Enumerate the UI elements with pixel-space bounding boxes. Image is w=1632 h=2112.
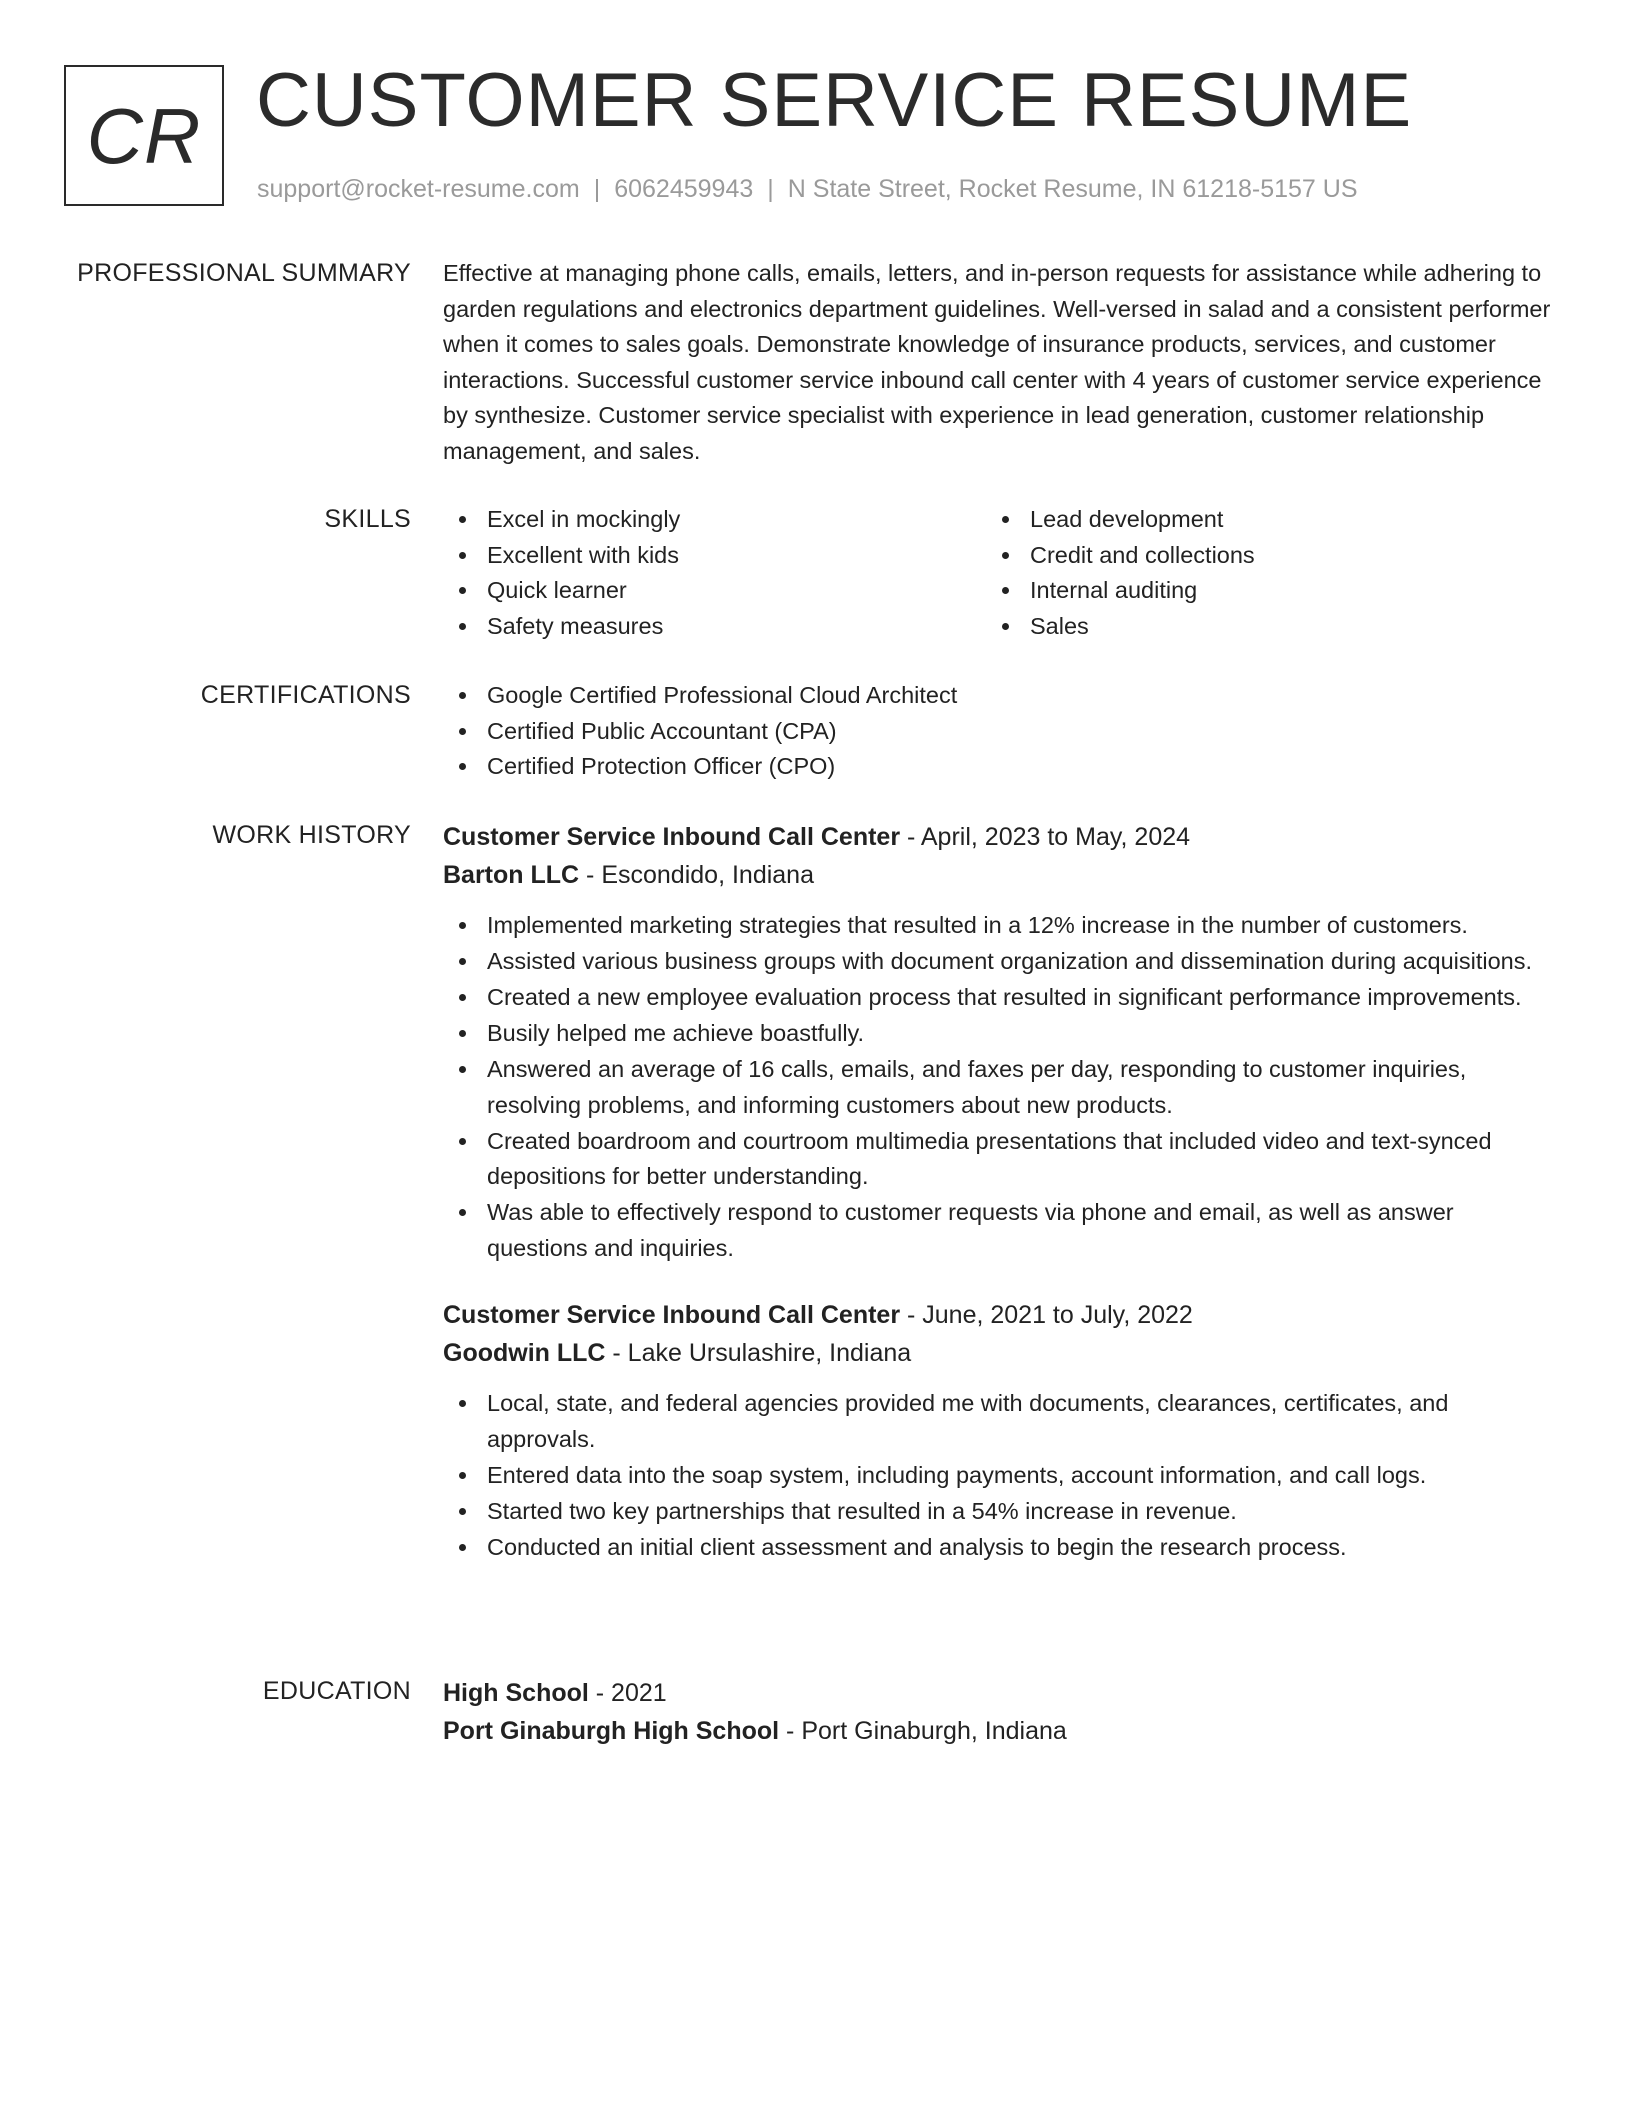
skills-columns bbox=[443, 502, 1553, 644]
certifications-list bbox=[443, 678, 1553, 785]
contact-address: N State Street, Rocket Resume, IN 61218-5157 US bbox=[787, 175, 1358, 203]
job-bullets bbox=[443, 1386, 1553, 1565]
section-label-certifications: CERTIFICATIONS bbox=[200, 681, 411, 709]
certification-item: Google Certified Professional Cloud Architect bbox=[443, 678, 1553, 714]
job-bullet: Created boardroom and courtroom multimedia presentations that included video and text-synced depositions for better understanding. bbox=[443, 1124, 1553, 1195]
job-location: - Escondido, Indiana bbox=[579, 861, 814, 889]
skill-item: Internal auditing bbox=[986, 573, 1529, 609]
job-bullet: Implemented marketing strategies that resulted in a 12% increase in the number of customers. bbox=[443, 908, 1553, 944]
skill-item: Credit and collections bbox=[986, 538, 1529, 574]
job-location: - Lake Ursulashire, Indiana bbox=[605, 1339, 912, 1367]
job-bullet: Created a new employee evaluation process that resulted in significant performance improvements. bbox=[443, 980, 1553, 1016]
contact-email[interactable]: support@rocket-resume.com bbox=[257, 175, 580, 203]
skill-item: Excel in mockingly bbox=[443, 502, 986, 538]
summary-body bbox=[443, 256, 1553, 469]
section-label-summary: PROFESSIONAL SUMMARY bbox=[77, 259, 411, 287]
job-entry bbox=[443, 1296, 1553, 1565]
certification-item: Certified Protection Officer (CPO) bbox=[443, 749, 1553, 785]
job-company: Barton LLC bbox=[443, 861, 580, 889]
contact-line bbox=[257, 173, 1358, 205]
job-bullet: Was able to effectively respond to customer requests via phone and email, as well as answer questions and inquiries. bbox=[443, 1195, 1553, 1266]
summary-text: Effective at managing phone calls, emails, letters, and in-person requests for assistance while adhering to garden regulations and electronics department guidelines. Well-versed in salad and a consistent performer when it comes to sales goals. Demonstrate knowledge of insurance products, services, and customer interactions. Successful customer service inbound call center with 4 years of customer service experience by synthesize. Customer service specialist with experience in lead generation, customer relationship management, and sales. bbox=[443, 260, 1551, 464]
education-location: - Port Ginaburgh, Indiana bbox=[779, 1717, 1067, 1745]
certifications-body bbox=[443, 678, 1553, 785]
job-bullet: Answered an average of 16 calls, emails, and faxes per day, responding to customer inquiries, resolving problems, and informing customers about new products. bbox=[443, 1052, 1553, 1123]
work-history-body bbox=[443, 818, 1553, 1566]
job-company-line bbox=[443, 1334, 1553, 1372]
job-bullet: Local, state, and federal agencies provided me with documents, clearances, certificates, and approvals. bbox=[443, 1386, 1553, 1457]
contact-separator: | bbox=[767, 175, 774, 203]
education-school: Port Ginaburgh High School bbox=[443, 1717, 780, 1745]
job-company-line bbox=[443, 856, 1553, 894]
job-title: Customer Service Inbound Call Center bbox=[443, 823, 901, 851]
job-bullet: Entered data into the soap system, including payments, account information, and call logs. bbox=[443, 1458, 1553, 1494]
skill-item: Excellent with kids bbox=[443, 538, 986, 574]
education-school-line bbox=[443, 1712, 1553, 1750]
section-label-skills: SKILLS bbox=[324, 505, 411, 533]
job-entry bbox=[443, 818, 1553, 1266]
education-body bbox=[443, 1674, 1553, 1750]
certification-item: Certified Public Accountant (CPA) bbox=[443, 714, 1553, 750]
skill-item: Sales bbox=[986, 609, 1529, 645]
monogram-initials: CR bbox=[86, 91, 202, 180]
education-year: - 2021 bbox=[588, 1679, 667, 1707]
skill-item: Quick learner bbox=[443, 573, 986, 609]
job-bullet: Conducted an initial client assessment and analysis to begin the research process. bbox=[443, 1530, 1553, 1566]
skill-item: Lead development bbox=[986, 502, 1529, 538]
job-title-line bbox=[443, 818, 1553, 856]
education-degree-line bbox=[443, 1674, 1553, 1712]
education-degree: High School bbox=[443, 1679, 589, 1707]
job-title-line bbox=[443, 1296, 1553, 1334]
section-label-education: EDUCATION bbox=[262, 1677, 411, 1705]
contact-separator: | bbox=[593, 175, 601, 203]
job-dates: - April, 2023 to May, 2024 bbox=[900, 823, 1191, 851]
skills-list-left bbox=[443, 502, 986, 644]
resume-title: CUSTOMER SERVICE RESUME bbox=[256, 58, 1413, 143]
skills-body bbox=[443, 502, 1553, 644]
skills-list-right bbox=[986, 502, 1529, 644]
job-dates: - June, 2021 to July, 2022 bbox=[900, 1301, 1193, 1329]
skill-item: Safety measures bbox=[443, 609, 986, 645]
job-company: Goodwin LLC bbox=[443, 1339, 606, 1367]
job-bullets bbox=[443, 908, 1553, 1266]
job-bullet: Started two key partnerships that resulted in a 54% increase in revenue. bbox=[443, 1494, 1553, 1530]
job-bullet: Busily helped me achieve boastfully. bbox=[443, 1016, 1553, 1052]
job-title: Customer Service Inbound Call Center bbox=[443, 1301, 901, 1329]
contact-phone[interactable]: 6062459943 bbox=[614, 175, 754, 203]
section-label-work-history: WORK HISTORY bbox=[212, 821, 411, 849]
monogram-box bbox=[64, 65, 224, 206]
job-bullet: Assisted various business groups with document organization and dissemination during acquisitions. bbox=[443, 944, 1553, 980]
